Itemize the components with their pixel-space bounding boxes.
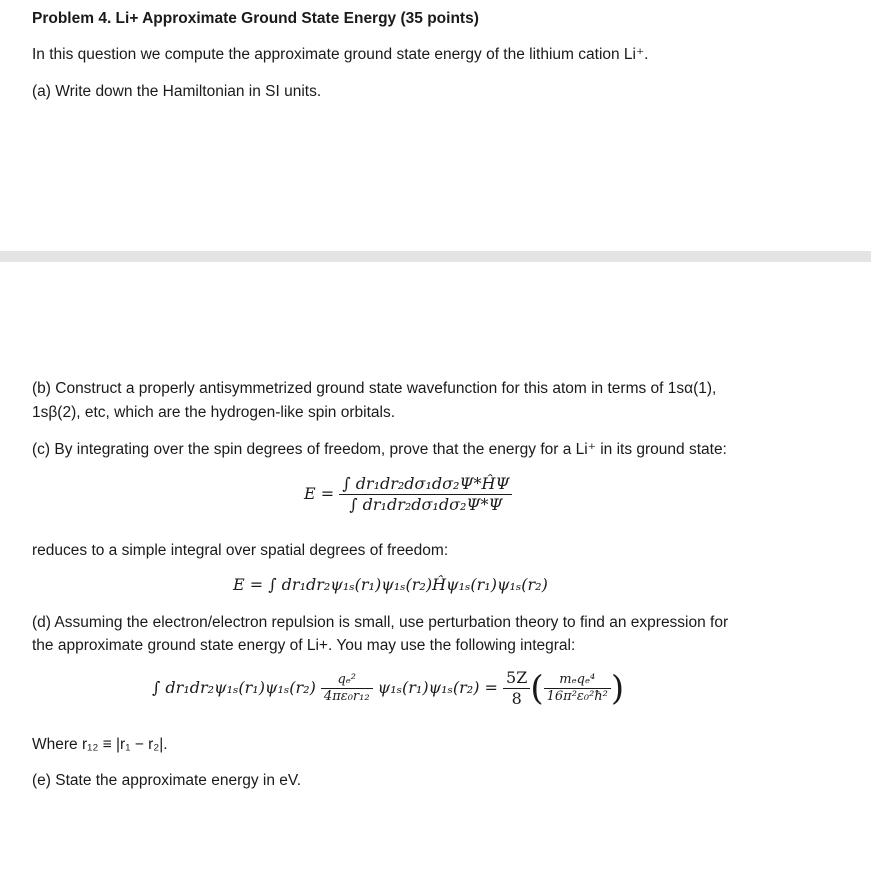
part-a-text: (a) Write down the Hamiltonian in SI units. (32, 83, 322, 100)
eq3-coefficient-denominator: 8 (511, 689, 522, 708)
part-e-text: (e) State the approximate energy in eV. (32, 772, 302, 789)
eq3-middle: ψ₁ₛ(r₁)ψ₁ₛ(r₂) = (377, 678, 498, 697)
intro-text: In this question we compute the approximate ground state energy of the lithium cation Li⁺. (32, 46, 649, 63)
eq3-coulomb-denominator: 4πε₀r₁₂ (323, 689, 370, 704)
equation-energy-ratio (304, 474, 512, 515)
where-definition: Where r₁₂ ≡ |r₁ − r₂|. (32, 736, 168, 753)
eq1-numerator: ∫ dr₁dr₂dσ₁dσ₂Ψ*ĤΨ (339, 474, 512, 495)
page-divider (0, 251, 871, 262)
eq3-paren-fraction (544, 672, 611, 705)
part-d-text-line1: (d) Assuming the electron/electron repulsion is small, use perturbation theory to find an expression for (32, 614, 729, 631)
eq1-fraction (339, 474, 512, 515)
part-b-text-line1: (b) Construct a properly antisymmetrized ground state wavefunction for this atom in terms of 1sα(1), (32, 380, 717, 397)
eq3-coulomb-fraction (321, 672, 373, 705)
part-d-text-line2: the approximate ground state energy of Li+. You may use the following integral: (32, 637, 576, 654)
eq3-coefficient-fraction (503, 668, 530, 709)
right-paren: ) (610, 668, 625, 709)
eq1-lhs: E = (304, 484, 335, 503)
part-c-text: (c) By integrating over the spin degrees of freedom, prove that the energy for a Li⁺ in its ground state: (32, 441, 727, 458)
equation-repulsion-integral (152, 668, 624, 709)
eq3-paren-numerator: mₑqₑ⁴ (544, 672, 611, 689)
eq3-coulomb-numerator: qₑ² (321, 672, 373, 689)
eq1-denominator: ∫ dr₁dr₂dσ₁dσ₂Ψ*Ψ (349, 495, 503, 514)
left-paren: ( (530, 668, 544, 709)
equation-spatial-integral: E = ∫ dr₁dr₂ψ₁ₛ(r₁)ψ₁ₛ(r₂)Ĥψ₁ₛ(r₁)ψ₁ₛ(r₂) (233, 575, 548, 594)
reduces-text: reduces to a simple integral over spatial degrees of freedom: (32, 542, 449, 559)
eq3-paren-denominator: 16π²ε₀²ħ² (546, 689, 608, 704)
eq3-coefficient-numerator: 5Z (503, 668, 530, 689)
problem-title: Problem 4. Li+ Approximate Ground State Energy (35 points) (32, 10, 479, 27)
eq3-left: ∫ dr₁dr₂ψ₁ₛ(r₁)ψ₁ₛ(r₂) (152, 678, 316, 697)
part-b-text-line2: 1sβ(2), etc, which are the hydrogen-like spin orbitals. (32, 404, 396, 421)
